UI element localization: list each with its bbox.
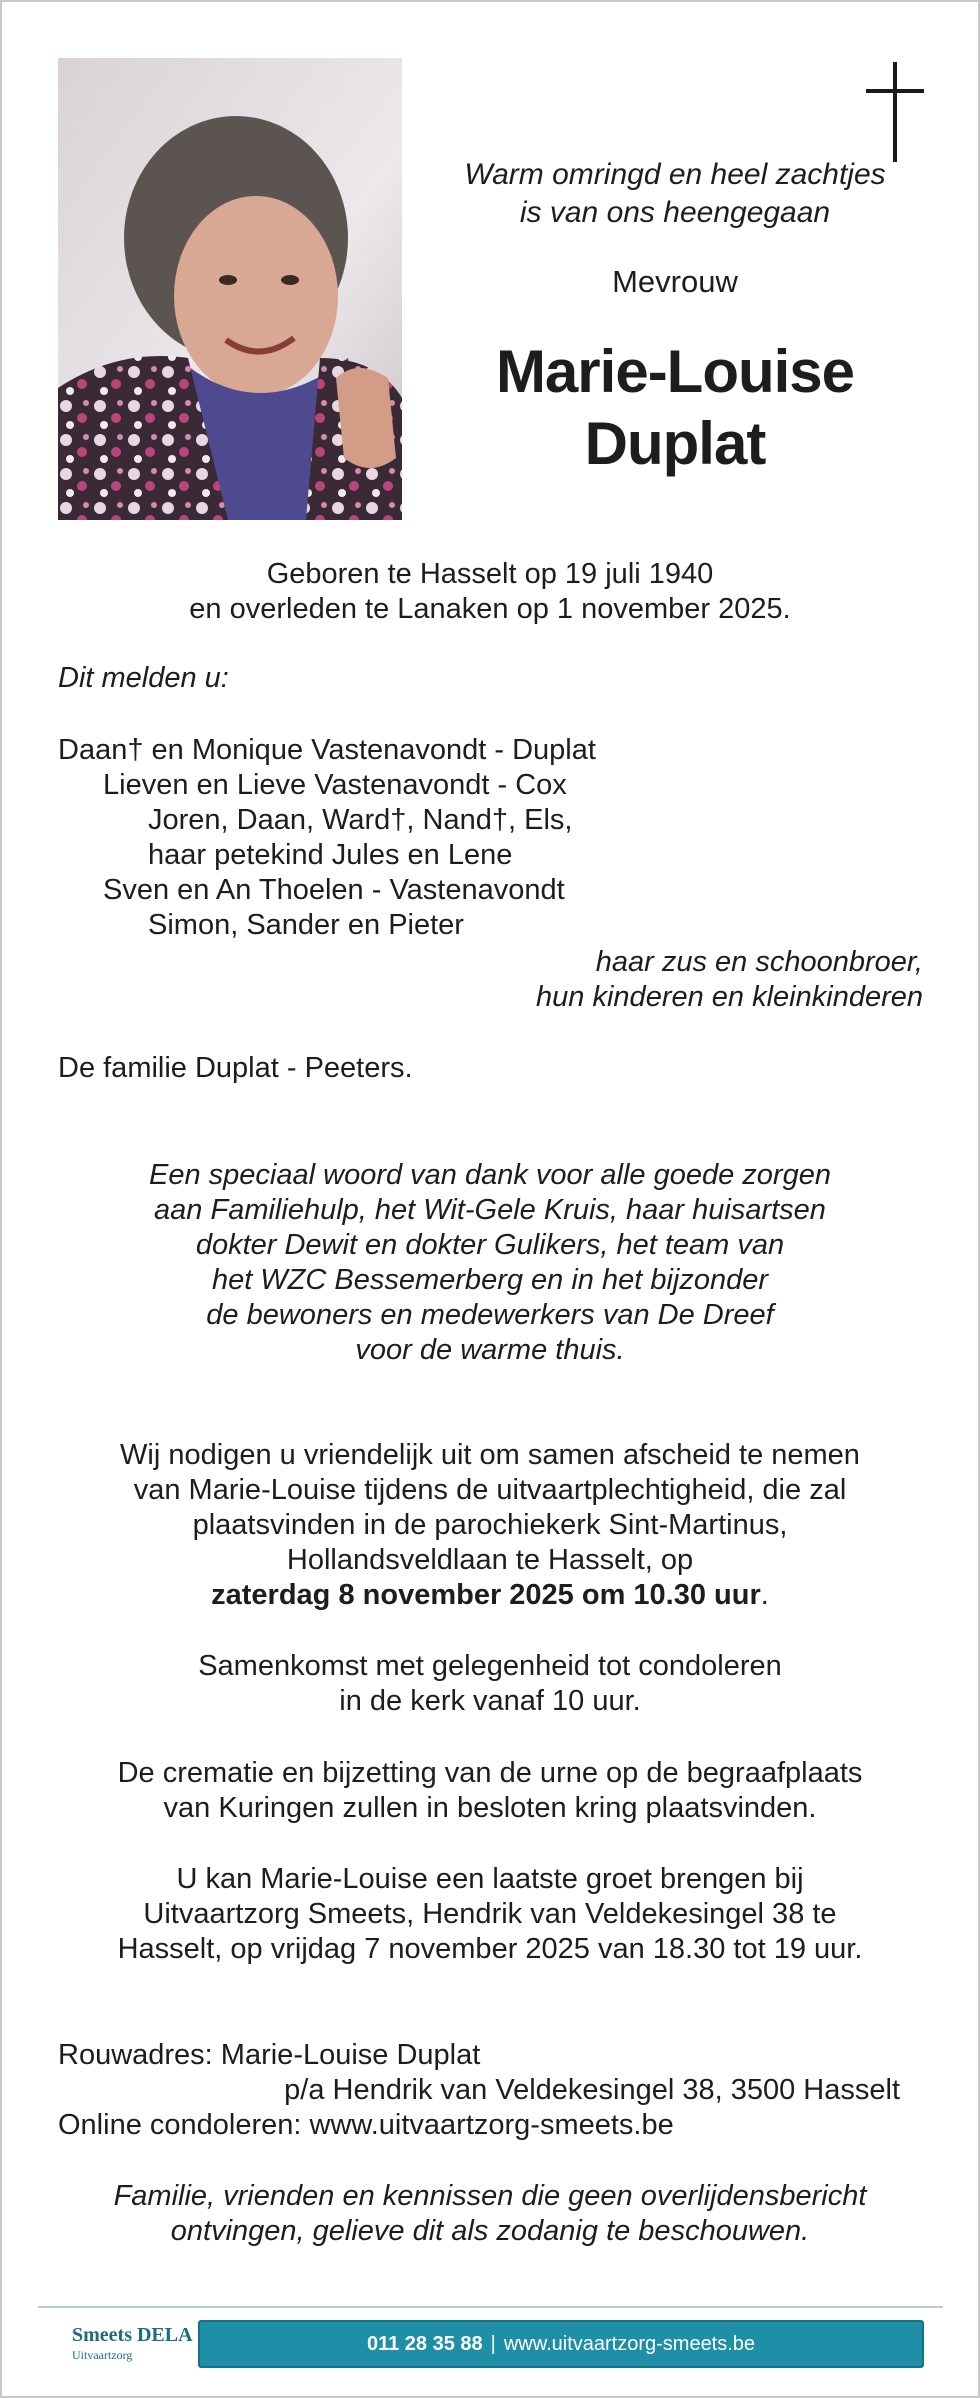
invite-line: van Marie-Louise tijdens de uitvaartplechtigheid, die zal bbox=[133, 1474, 847, 1506]
logo-subtitle: Uitvaartzorg bbox=[72, 2348, 133, 2362]
intro-text bbox=[420, 156, 930, 232]
intro-line: is van ons heengegaan bbox=[519, 196, 831, 229]
announce-label: Dit melden u: bbox=[58, 662, 229, 694]
honorific: Mevrouw bbox=[612, 264, 738, 299]
phone-number[interactable]: 011 28 35 88 bbox=[366, 2332, 483, 2355]
portrait-illustration bbox=[58, 58, 402, 520]
funeral-date-end: . bbox=[760, 1579, 769, 1611]
separator: | bbox=[490, 2332, 496, 2355]
birth-line: Geboren te Hasselt op 19 juli 1940 bbox=[266, 558, 714, 590]
contact-bar bbox=[198, 2320, 924, 2368]
cross-icon bbox=[866, 62, 924, 162]
invite-line: Wij nodigen u vriendelijk uit om samen afscheid te nemen bbox=[120, 1439, 860, 1471]
death-line: en overleden te Lanaken op 1 november 2025. bbox=[189, 593, 791, 625]
thanks-line: voor de warme thuis. bbox=[355, 1334, 625, 1366]
gathering-line: Samenkomst met gelegenheid tot condoleren bbox=[198, 1650, 782, 1682]
footer bbox=[38, 2314, 943, 2370]
address-street: p/a Hendrik van Veldekesingel 38, 3500 Hasselt bbox=[284, 2074, 900, 2106]
online-condolence: Online condoleren: www.uitvaartzorg-smeets.be bbox=[58, 2109, 674, 2141]
thanks-line: de bewoners en medewerkers van De Dreef bbox=[206, 1299, 774, 1331]
address-line: Rouwadres: Marie-Louise Duplat bbox=[58, 2039, 481, 2071]
thanks-line: het WZC Bessemerberg en in het bijzonder bbox=[211, 1264, 769, 1296]
thanks-line: aan Familiehulp, het Wit-Gele Kruis, haar huisartsen bbox=[154, 1194, 826, 1226]
family-role: haar zus en schoonbroer, bbox=[595, 946, 923, 978]
thanks-line: dokter Dewit en dokter Gulikers, het team van bbox=[195, 1229, 785, 1261]
farewell-line: U kan Marie-Louise een laatste groet brengen bij bbox=[176, 1863, 804, 1895]
website-link[interactable]: www.uitvaartzorg-smeets.be bbox=[503, 2332, 756, 2355]
cremation-line: van Kuringen zullen in besloten kring plaatsvinden. bbox=[163, 1792, 817, 1824]
footer-divider bbox=[38, 2306, 943, 2308]
family-line: Joren, Daan, Ward†, Nand†, Els, bbox=[148, 804, 573, 836]
invite-date-line bbox=[0, 1577, 980, 1613]
invite-line: plaatsvinden in de parochiekerk Sint-Martinus, bbox=[192, 1509, 788, 1541]
farewell-line: Uitvaartzorg Smeets, Hendrik van Veldekesingel 38 te bbox=[143, 1898, 837, 1930]
gathering-line: in de kerk vanaf 10 uur. bbox=[339, 1685, 641, 1717]
family-line: Simon, Sander en Pieter bbox=[148, 909, 464, 941]
notice-line: ontvingen, gelieve dit als zodanig te beschouwen. bbox=[170, 2215, 810, 2247]
logo-name: Smeets DELA bbox=[72, 2324, 193, 2346]
family-line: Lieven en Lieve Vastenavondt - Cox bbox=[103, 769, 567, 801]
family-line: Daan† en Monique Vastenavondt - Duplat bbox=[58, 734, 596, 766]
funeral-date: zaterdag 8 november 2025 om 10.30 uur bbox=[211, 1579, 761, 1611]
family-line: haar petekind Jules en Lene bbox=[148, 839, 513, 871]
thanks-line: Een speciaal woord van dank voor alle goede zorgen bbox=[149, 1159, 831, 1191]
invite-line: Hollandsveldlaan te Hasselt, op bbox=[286, 1544, 694, 1576]
intro-line: Warm omringd en heel zachtjes bbox=[464, 158, 886, 191]
deceased-name bbox=[420, 336, 930, 480]
family-role: hun kinderen en kleinkinderen bbox=[536, 981, 923, 1013]
farewell-line: Hasselt, op vrijdag 7 november 2025 van 18.30 tot 19 uur. bbox=[117, 1933, 863, 1965]
notice-line: Familie, vrienden en kennissen die geen overlijdensbericht bbox=[113, 2180, 867, 2212]
first-name: Marie-Louise bbox=[495, 338, 855, 405]
last-name: Duplat bbox=[584, 410, 766, 477]
portrait-photo bbox=[58, 58, 402, 520]
cremation-line: De crematie en bijzetting van de urne op de begraafplaats bbox=[117, 1757, 863, 1789]
family-line: Sven en An Thoelen - Vastenavondt bbox=[103, 874, 565, 906]
family-other: De familie Duplat - Peeters. bbox=[58, 1052, 413, 1084]
